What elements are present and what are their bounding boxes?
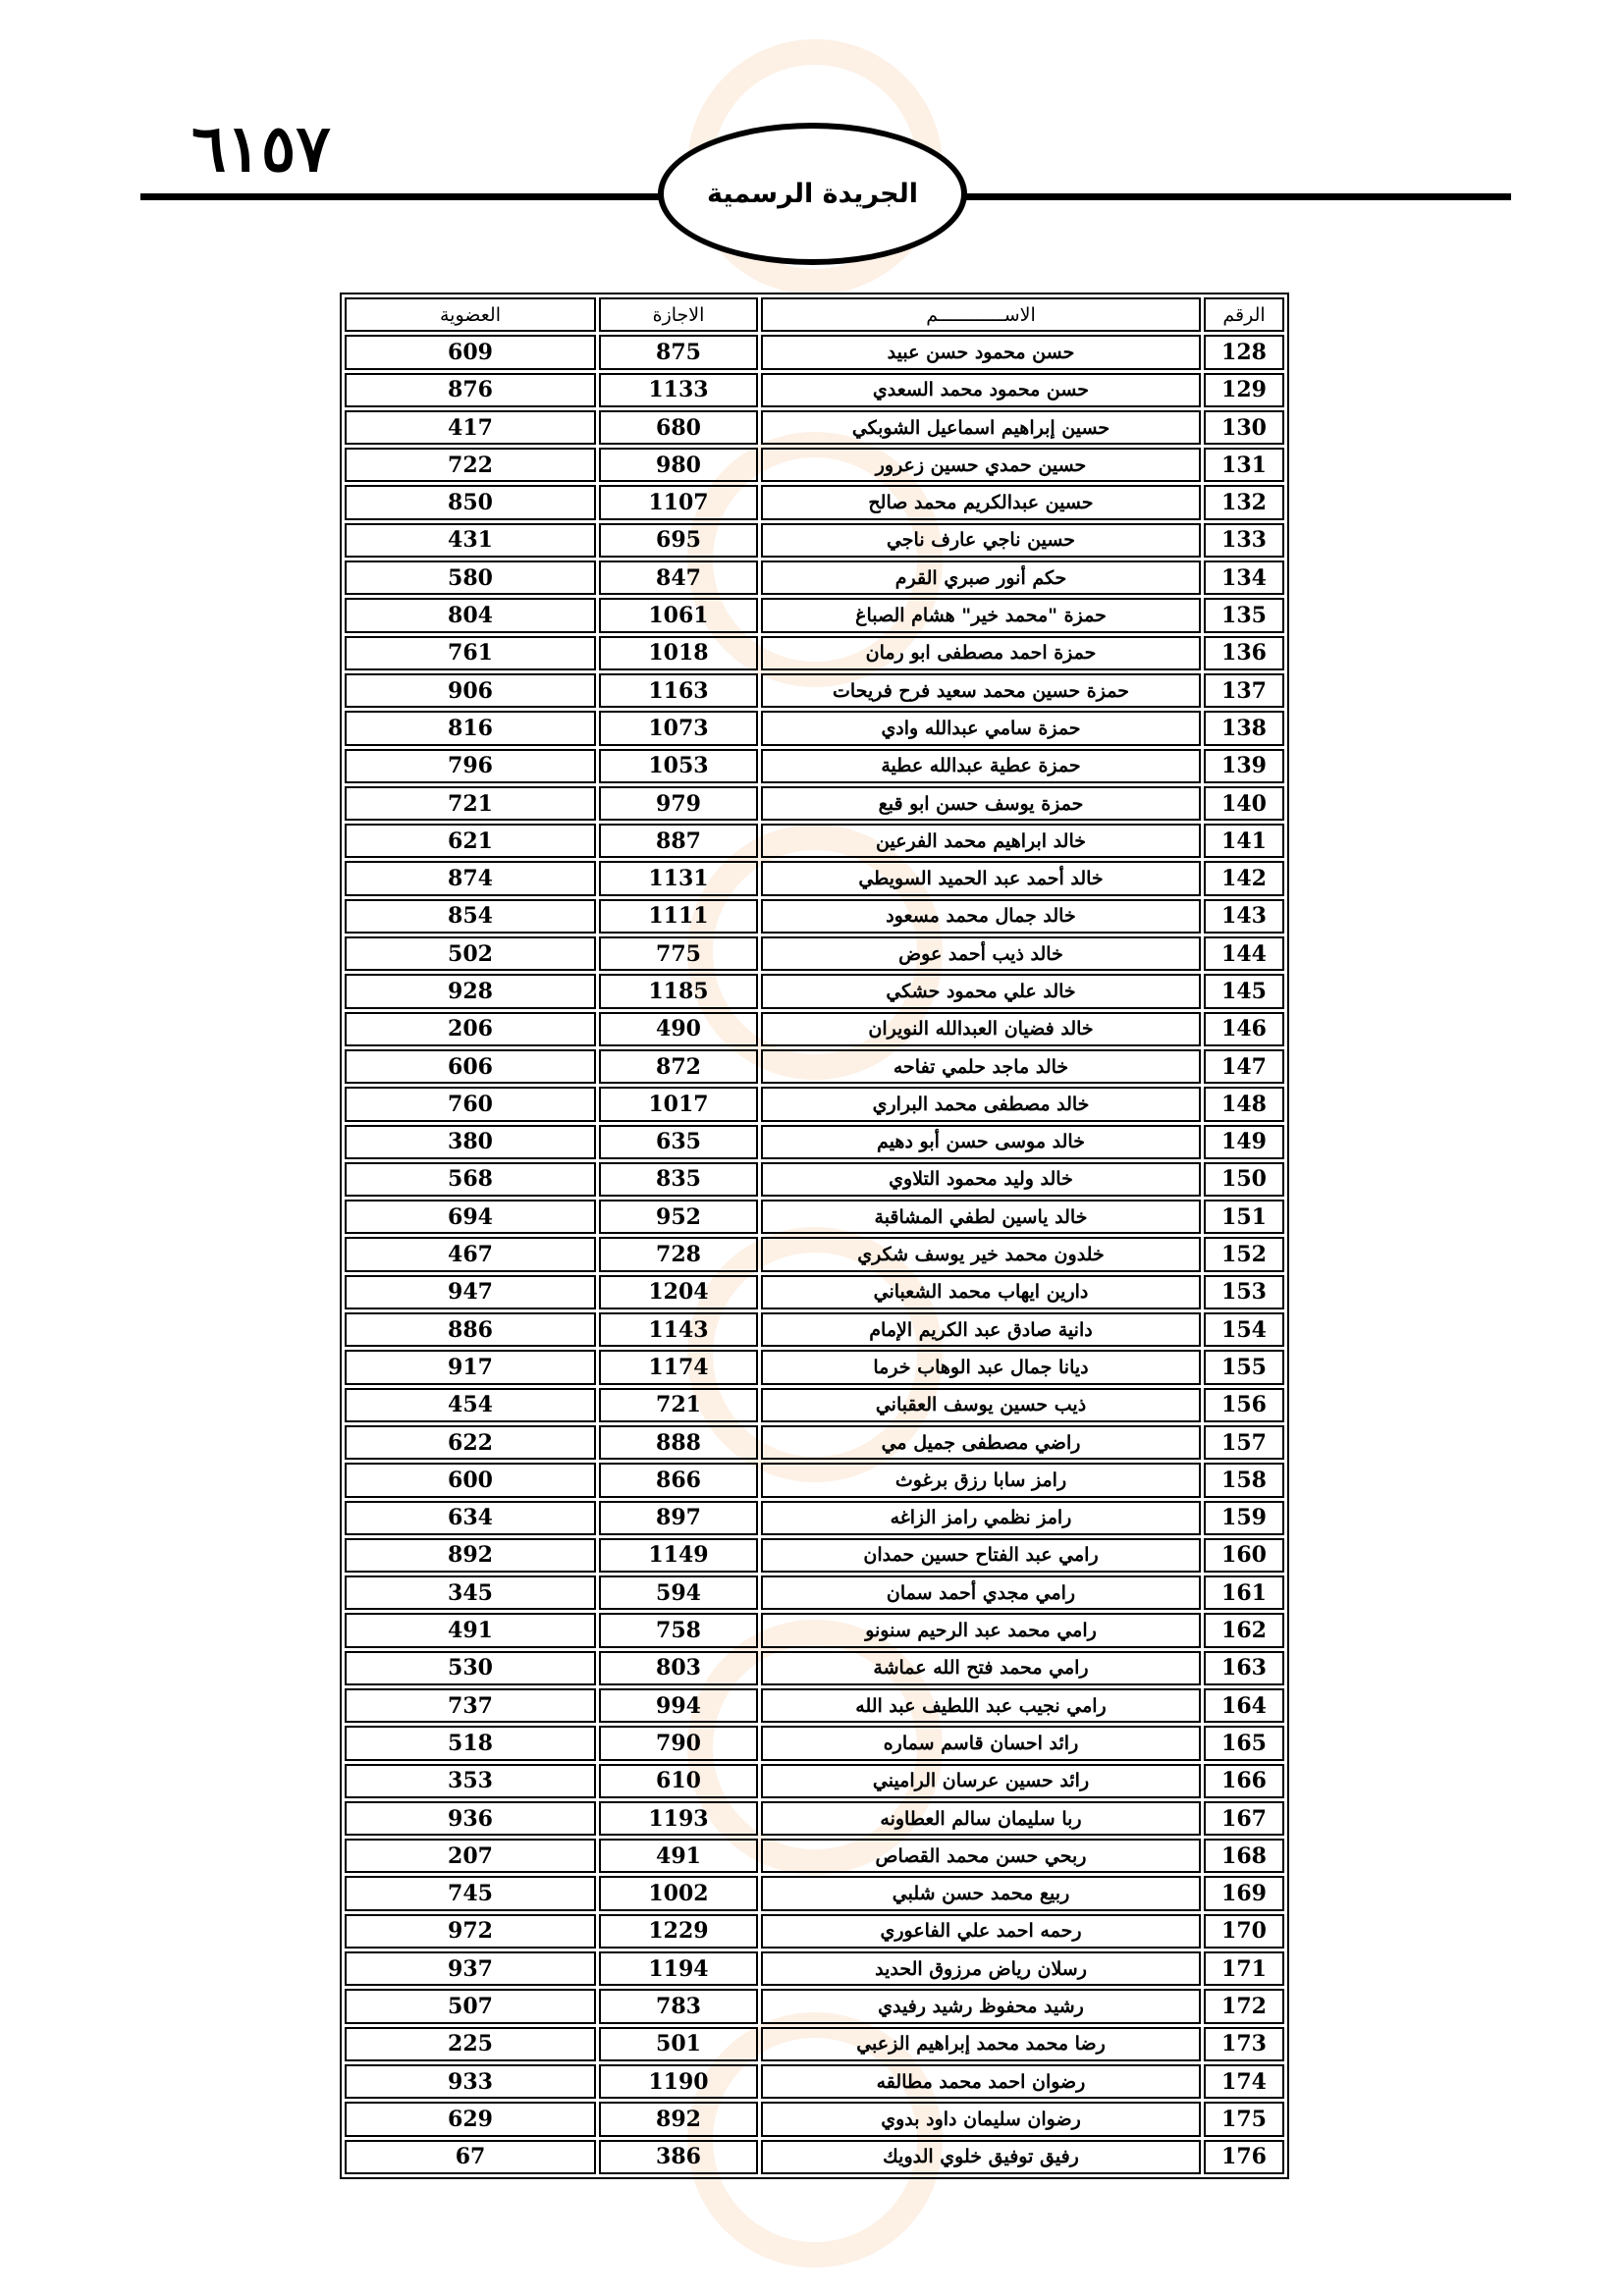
- license-number: 1143: [599, 1312, 758, 1347]
- membership-number: 936: [345, 1801, 596, 1836]
- row-number: 142: [1204, 861, 1284, 895]
- row-number: 162: [1204, 1613, 1284, 1647]
- table-row: [345, 1839, 1284, 1873]
- membership-number: 761: [345, 636, 596, 670]
- license-number: 695: [599, 523, 758, 558]
- license-number: 1185: [599, 974, 758, 1008]
- membership-number: 454: [345, 1388, 596, 1422]
- row-number: 156: [1204, 1388, 1284, 1422]
- table-body: [345, 335, 1284, 2174]
- row-number: 151: [1204, 1200, 1284, 1234]
- row-number: 161: [1204, 1575, 1284, 1610]
- license-number: 635: [599, 1125, 758, 1159]
- column-header-license: الاجازة: [599, 297, 758, 332]
- column-header-membership: العضوية: [345, 297, 596, 332]
- member-name: رضا محمد محمد إبراهيم الزعبي: [761, 2027, 1201, 2061]
- row-number: 173: [1204, 2027, 1284, 2061]
- row-number: 158: [1204, 1463, 1284, 1497]
- membership-number: 634: [345, 1501, 596, 1535]
- license-number: 501: [599, 2027, 758, 2061]
- license-number: 490: [599, 1012, 758, 1046]
- member-name: رامي محمد عبد الرحيم سنونو: [761, 1613, 1201, 1647]
- row-number: 129: [1204, 373, 1284, 407]
- member-name: حسين إبراهيم اسماعيل الشوبكي: [761, 410, 1201, 445]
- table-row: [345, 373, 1284, 407]
- table-row: [345, 598, 1284, 632]
- row-number: 146: [1204, 1012, 1284, 1046]
- membership-number: 737: [345, 1688, 596, 1723]
- table-row: [345, 1801, 1284, 1836]
- member-name: خالد ياسين لطفي المشاقبة: [761, 1200, 1201, 1234]
- license-number: 887: [599, 824, 758, 858]
- license-number: 1149: [599, 1538, 758, 1573]
- table-row: [345, 2102, 1284, 2136]
- page-number: ٦١٥٧: [191, 110, 331, 187]
- table-row: [345, 1162, 1284, 1197]
- table-row: [345, 1049, 1284, 1084]
- membership-number: 345: [345, 1575, 596, 1610]
- table-row: [345, 861, 1284, 895]
- table-row: [345, 1951, 1284, 1986]
- table-row: [345, 1388, 1284, 1422]
- member-name: حكم أنور صبري القرم: [761, 561, 1201, 595]
- row-number: 157: [1204, 1425, 1284, 1460]
- license-number: 847: [599, 561, 758, 595]
- table-row: [345, 749, 1284, 783]
- membership-number: 854: [345, 899, 596, 934]
- member-name: رامي نجيب عبد اللطيف عبد الله: [761, 1688, 1201, 1723]
- table-row: [345, 2140, 1284, 2174]
- membership-number: 568: [345, 1162, 596, 1197]
- table-row: [345, 1200, 1284, 1234]
- membership-number: 933: [345, 2064, 596, 2099]
- member-name: رامي مجدي أحمد سمان: [761, 1575, 1201, 1610]
- license-number: 1053: [599, 749, 758, 783]
- table-row: [345, 1350, 1284, 1384]
- row-number: 138: [1204, 711, 1284, 745]
- membership-number: 874: [345, 861, 596, 895]
- license-number: 1229: [599, 1914, 758, 1949]
- license-number: 790: [599, 1726, 758, 1760]
- member-name: دانية صادق عبد الكريم الإمام: [761, 1312, 1201, 1347]
- row-number: 136: [1204, 636, 1284, 670]
- member-name: ربا سليمان سالم العطاونه: [761, 1801, 1201, 1836]
- membership-number: 796: [345, 749, 596, 783]
- license-number: 1017: [599, 1087, 758, 1121]
- row-number: 168: [1204, 1839, 1284, 1873]
- license-number: 866: [599, 1463, 758, 1497]
- membership-number: 721: [345, 786, 596, 821]
- row-number: 128: [1204, 335, 1284, 369]
- license-number: 1133: [599, 373, 758, 407]
- table-row: [345, 974, 1284, 1008]
- member-name: ربيع محمد حسن شلبي: [761, 1876, 1201, 1910]
- member-name: خالد علي محمود حشكي: [761, 974, 1201, 1008]
- table-row: [345, 1914, 1284, 1949]
- member-name: خالد ابراهيم محمد الفرعين: [761, 824, 1201, 858]
- membership-number: 380: [345, 1125, 596, 1159]
- table-row: [345, 1688, 1284, 1723]
- row-number: 133: [1204, 523, 1284, 558]
- license-number: 386: [599, 2140, 758, 2174]
- member-name: راضي مصطفى جميل مي: [761, 1425, 1201, 1460]
- license-number: 728: [599, 1237, 758, 1271]
- member-name: رحمه احمد علي الفاعوري: [761, 1914, 1201, 1949]
- membership-number: 629: [345, 2102, 596, 2136]
- license-number: 775: [599, 936, 758, 971]
- row-number: 175: [1204, 2102, 1284, 2136]
- row-number: 153: [1204, 1275, 1284, 1309]
- member-name: خلدون محمد خير يوسف شكري: [761, 1237, 1201, 1271]
- license-number: 872: [599, 1049, 758, 1084]
- row-number: 147: [1204, 1049, 1284, 1084]
- member-name: حمزة عطية عبدالله عطية: [761, 749, 1201, 783]
- membership-number: 621: [345, 824, 596, 858]
- membership-number: 947: [345, 1275, 596, 1309]
- row-number: 163: [1204, 1651, 1284, 1685]
- membership-number: 491: [345, 1613, 596, 1647]
- row-number: 171: [1204, 1951, 1284, 1986]
- membership-number: 906: [345, 673, 596, 708]
- table-row: [345, 711, 1284, 745]
- member-name: ذيب حسين يوسف العقباني: [761, 1388, 1201, 1422]
- table-row: [345, 1125, 1284, 1159]
- license-number: 1131: [599, 861, 758, 895]
- table-row: [345, 1237, 1284, 1271]
- row-number: 165: [1204, 1726, 1284, 1760]
- membership-number: 467: [345, 1237, 596, 1271]
- license-number: 783: [599, 1989, 758, 2023]
- table-row: [345, 1312, 1284, 1347]
- table-row: [345, 936, 1284, 971]
- member-name: خالد ذيب أحمد عوض: [761, 936, 1201, 971]
- member-name: حسن محمود حسن عبيد: [761, 335, 1201, 369]
- license-number: 1061: [599, 598, 758, 632]
- license-number: 803: [599, 1651, 758, 1685]
- member-name: خالد موسى حسن أبو دهيم: [761, 1125, 1201, 1159]
- member-name: رفيق توفيق خلوي الدويك: [761, 2140, 1201, 2174]
- table-row: [345, 786, 1284, 821]
- table-row: [345, 1613, 1284, 1647]
- member-name: حمزة سامي عبدالله وادي: [761, 711, 1201, 745]
- membership-number: 816: [345, 711, 596, 745]
- row-number: 140: [1204, 786, 1284, 821]
- table-header-row: [345, 297, 1284, 332]
- member-name: خالد فضيان العبدالله النويران: [761, 1012, 1201, 1046]
- table-row: [345, 1989, 1284, 2023]
- table-row: [345, 448, 1284, 482]
- row-number: 130: [1204, 410, 1284, 445]
- membership-number: 892: [345, 1538, 596, 1573]
- member-name: حسين ناجي عارف ناجي: [761, 523, 1201, 558]
- table-row: [345, 1012, 1284, 1046]
- license-number: 994: [599, 1688, 758, 1723]
- table-row: [345, 1087, 1284, 1121]
- membership-number: 917: [345, 1350, 596, 1384]
- membership-number: 722: [345, 448, 596, 482]
- membership-number: 206: [345, 1012, 596, 1046]
- license-number: 1163: [599, 673, 758, 708]
- license-number: 892: [599, 2102, 758, 2136]
- member-name: ربحي حسن محمد القصاص: [761, 1839, 1201, 1873]
- member-name: رامي محمد فتح الله عماشة: [761, 1651, 1201, 1685]
- table-row: [345, 1575, 1284, 1610]
- row-number: 172: [1204, 1989, 1284, 2023]
- membership-number: 928: [345, 974, 596, 1008]
- license-number: 758: [599, 1613, 758, 1647]
- member-name: رامز سابا رزق برغوث: [761, 1463, 1201, 1497]
- membership-number: 518: [345, 1726, 596, 1760]
- row-number: 134: [1204, 561, 1284, 595]
- table-row: [345, 335, 1284, 369]
- member-name: دارين ايهاب محمد الشعباني: [761, 1275, 1201, 1309]
- member-name: حسين عبدالكريم محمد صالح: [761, 485, 1201, 519]
- license-number: 1194: [599, 1951, 758, 1986]
- membership-number: 937: [345, 1951, 596, 1986]
- membership-number: 622: [345, 1425, 596, 1460]
- license-number: 979: [599, 786, 758, 821]
- member-name: خالد مصطفى محمد البراري: [761, 1087, 1201, 1121]
- membership-number: 353: [345, 1764, 596, 1798]
- member-name: ديانا جمال عبد الوهاب خرما: [761, 1350, 1201, 1384]
- membership-number: 207: [345, 1839, 596, 1873]
- table-row: [345, 1501, 1284, 1535]
- license-number: 1111: [599, 899, 758, 934]
- row-number: 160: [1204, 1538, 1284, 1573]
- row-number: 150: [1204, 1162, 1284, 1197]
- row-number: 141: [1204, 824, 1284, 858]
- membership-number: 502: [345, 936, 596, 971]
- table-row: [345, 824, 1284, 858]
- membership-number: 876: [345, 373, 596, 407]
- membership-number: 431: [345, 523, 596, 558]
- membership-number: 694: [345, 1200, 596, 1234]
- license-number: 952: [599, 1200, 758, 1234]
- member-name: خالد أحمد عبد الحميد السويطي: [761, 861, 1201, 895]
- license-number: 594: [599, 1575, 758, 1610]
- membership-number: 67: [345, 2140, 596, 2174]
- license-number: 1002: [599, 1876, 758, 1910]
- table-row: [345, 523, 1284, 558]
- row-number: 144: [1204, 936, 1284, 971]
- license-number: 680: [599, 410, 758, 445]
- table-row: [345, 2064, 1284, 2099]
- row-number: 131: [1204, 448, 1284, 482]
- license-number: 888: [599, 1425, 758, 1460]
- row-number: 145: [1204, 974, 1284, 1008]
- row-number: 149: [1204, 1125, 1284, 1159]
- column-header-number: الرقم: [1204, 297, 1284, 332]
- member-name: رشيد محفوظ رشيد رفيدي: [761, 1989, 1201, 2023]
- member-name: حمزة حسين محمد سعيد فرح فريحات: [761, 673, 1201, 708]
- member-name: رضوان احمد محمد مطالقه: [761, 2064, 1201, 2099]
- membership-number: 606: [345, 1049, 596, 1084]
- membership-number: 225: [345, 2027, 596, 2061]
- license-number: 610: [599, 1764, 758, 1798]
- row-number: 166: [1204, 1764, 1284, 1798]
- table-row: [345, 1651, 1284, 1685]
- table-row: [345, 1764, 1284, 1798]
- table-row: [345, 1275, 1284, 1309]
- license-number: 1073: [599, 711, 758, 745]
- membership-number: 609: [345, 335, 596, 369]
- license-number: 1174: [599, 1350, 758, 1384]
- row-number: 139: [1204, 749, 1284, 783]
- row-number: 159: [1204, 1501, 1284, 1535]
- member-name: حمزة احمد مصطفى ابو رمان: [761, 636, 1201, 670]
- license-number: 835: [599, 1162, 758, 1197]
- row-number: 155: [1204, 1350, 1284, 1384]
- license-number: 980: [599, 448, 758, 482]
- member-name: رائد احسان قاسم سماره: [761, 1726, 1201, 1760]
- row-number: 164: [1204, 1688, 1284, 1723]
- table-row: [345, 485, 1284, 519]
- member-name: خالد وليد محمود التلاوي: [761, 1162, 1201, 1197]
- row-number: 167: [1204, 1801, 1284, 1836]
- row-number: 174: [1204, 2064, 1284, 2099]
- membership-number: 417: [345, 410, 596, 445]
- row-number: 176: [1204, 2140, 1284, 2174]
- license-number: 721: [599, 1388, 758, 1422]
- row-number: 135: [1204, 598, 1284, 632]
- row-number: 132: [1204, 485, 1284, 519]
- table-row: [345, 1538, 1284, 1573]
- table-row: [345, 410, 1284, 445]
- members-table: [340, 293, 1289, 2179]
- row-number: 143: [1204, 899, 1284, 934]
- membership-number: 850: [345, 485, 596, 519]
- membership-number: 507: [345, 1989, 596, 2023]
- membership-number: 804: [345, 598, 596, 632]
- row-number: 137: [1204, 673, 1284, 708]
- column-header-name: الاســــــــــــم: [761, 297, 1201, 332]
- membership-number: 530: [345, 1651, 596, 1685]
- member-name: حمزة يوسف حسن ابو قبع: [761, 786, 1201, 821]
- row-number: 170: [1204, 1914, 1284, 1949]
- member-name: حسن محمود محمد السعدي: [761, 373, 1201, 407]
- license-number: 491: [599, 1839, 758, 1873]
- membership-number: 886: [345, 1312, 596, 1347]
- row-number: 154: [1204, 1312, 1284, 1347]
- row-number: 169: [1204, 1876, 1284, 1910]
- table-row: [345, 673, 1284, 708]
- member-name: رائد حسين عرسان الراميني: [761, 1764, 1201, 1798]
- row-number: 148: [1204, 1087, 1284, 1121]
- table-row: [345, 561, 1284, 595]
- membership-number: 745: [345, 1876, 596, 1910]
- table-row: [345, 1876, 1284, 1910]
- table-row: [345, 1726, 1284, 1760]
- member-name: حمزة "محمد خير" هشام الصباغ: [761, 598, 1201, 632]
- table-row: [345, 1425, 1284, 1460]
- member-name: رضوان سليمان داود بدوي: [761, 2102, 1201, 2136]
- member-name: رامز نظمي رامز الزاغه: [761, 1501, 1201, 1535]
- table-row: [345, 1463, 1284, 1497]
- gazette-title-oval: [658, 123, 967, 265]
- member-name: خالد ماجد حلمي تفاحه: [761, 1049, 1201, 1084]
- table-row: [345, 899, 1284, 934]
- table-row: [345, 636, 1284, 670]
- gazette-title: الجريدة الرسمية: [707, 179, 918, 209]
- license-number: 875: [599, 335, 758, 369]
- membership-number: 600: [345, 1463, 596, 1497]
- membership-number: 760: [345, 1087, 596, 1121]
- member-name: رامي عبد الفتاح حسين حمدان: [761, 1538, 1201, 1573]
- membership-number: 972: [345, 1914, 596, 1949]
- license-number: 1193: [599, 1801, 758, 1836]
- license-number: 1107: [599, 485, 758, 519]
- license-number: 1018: [599, 636, 758, 670]
- license-number: 1204: [599, 1275, 758, 1309]
- membership-number: 580: [345, 561, 596, 595]
- table-row: [345, 2027, 1284, 2061]
- license-number: 1190: [599, 2064, 758, 2099]
- license-number: 897: [599, 1501, 758, 1535]
- member-name: خالد جمال محمد مسعود: [761, 899, 1201, 934]
- member-name: حسين حمدي حسين زعرور: [761, 448, 1201, 482]
- row-number: 152: [1204, 1237, 1284, 1271]
- member-name: رسلان رياض مرزوق الحديد: [761, 1951, 1201, 1986]
